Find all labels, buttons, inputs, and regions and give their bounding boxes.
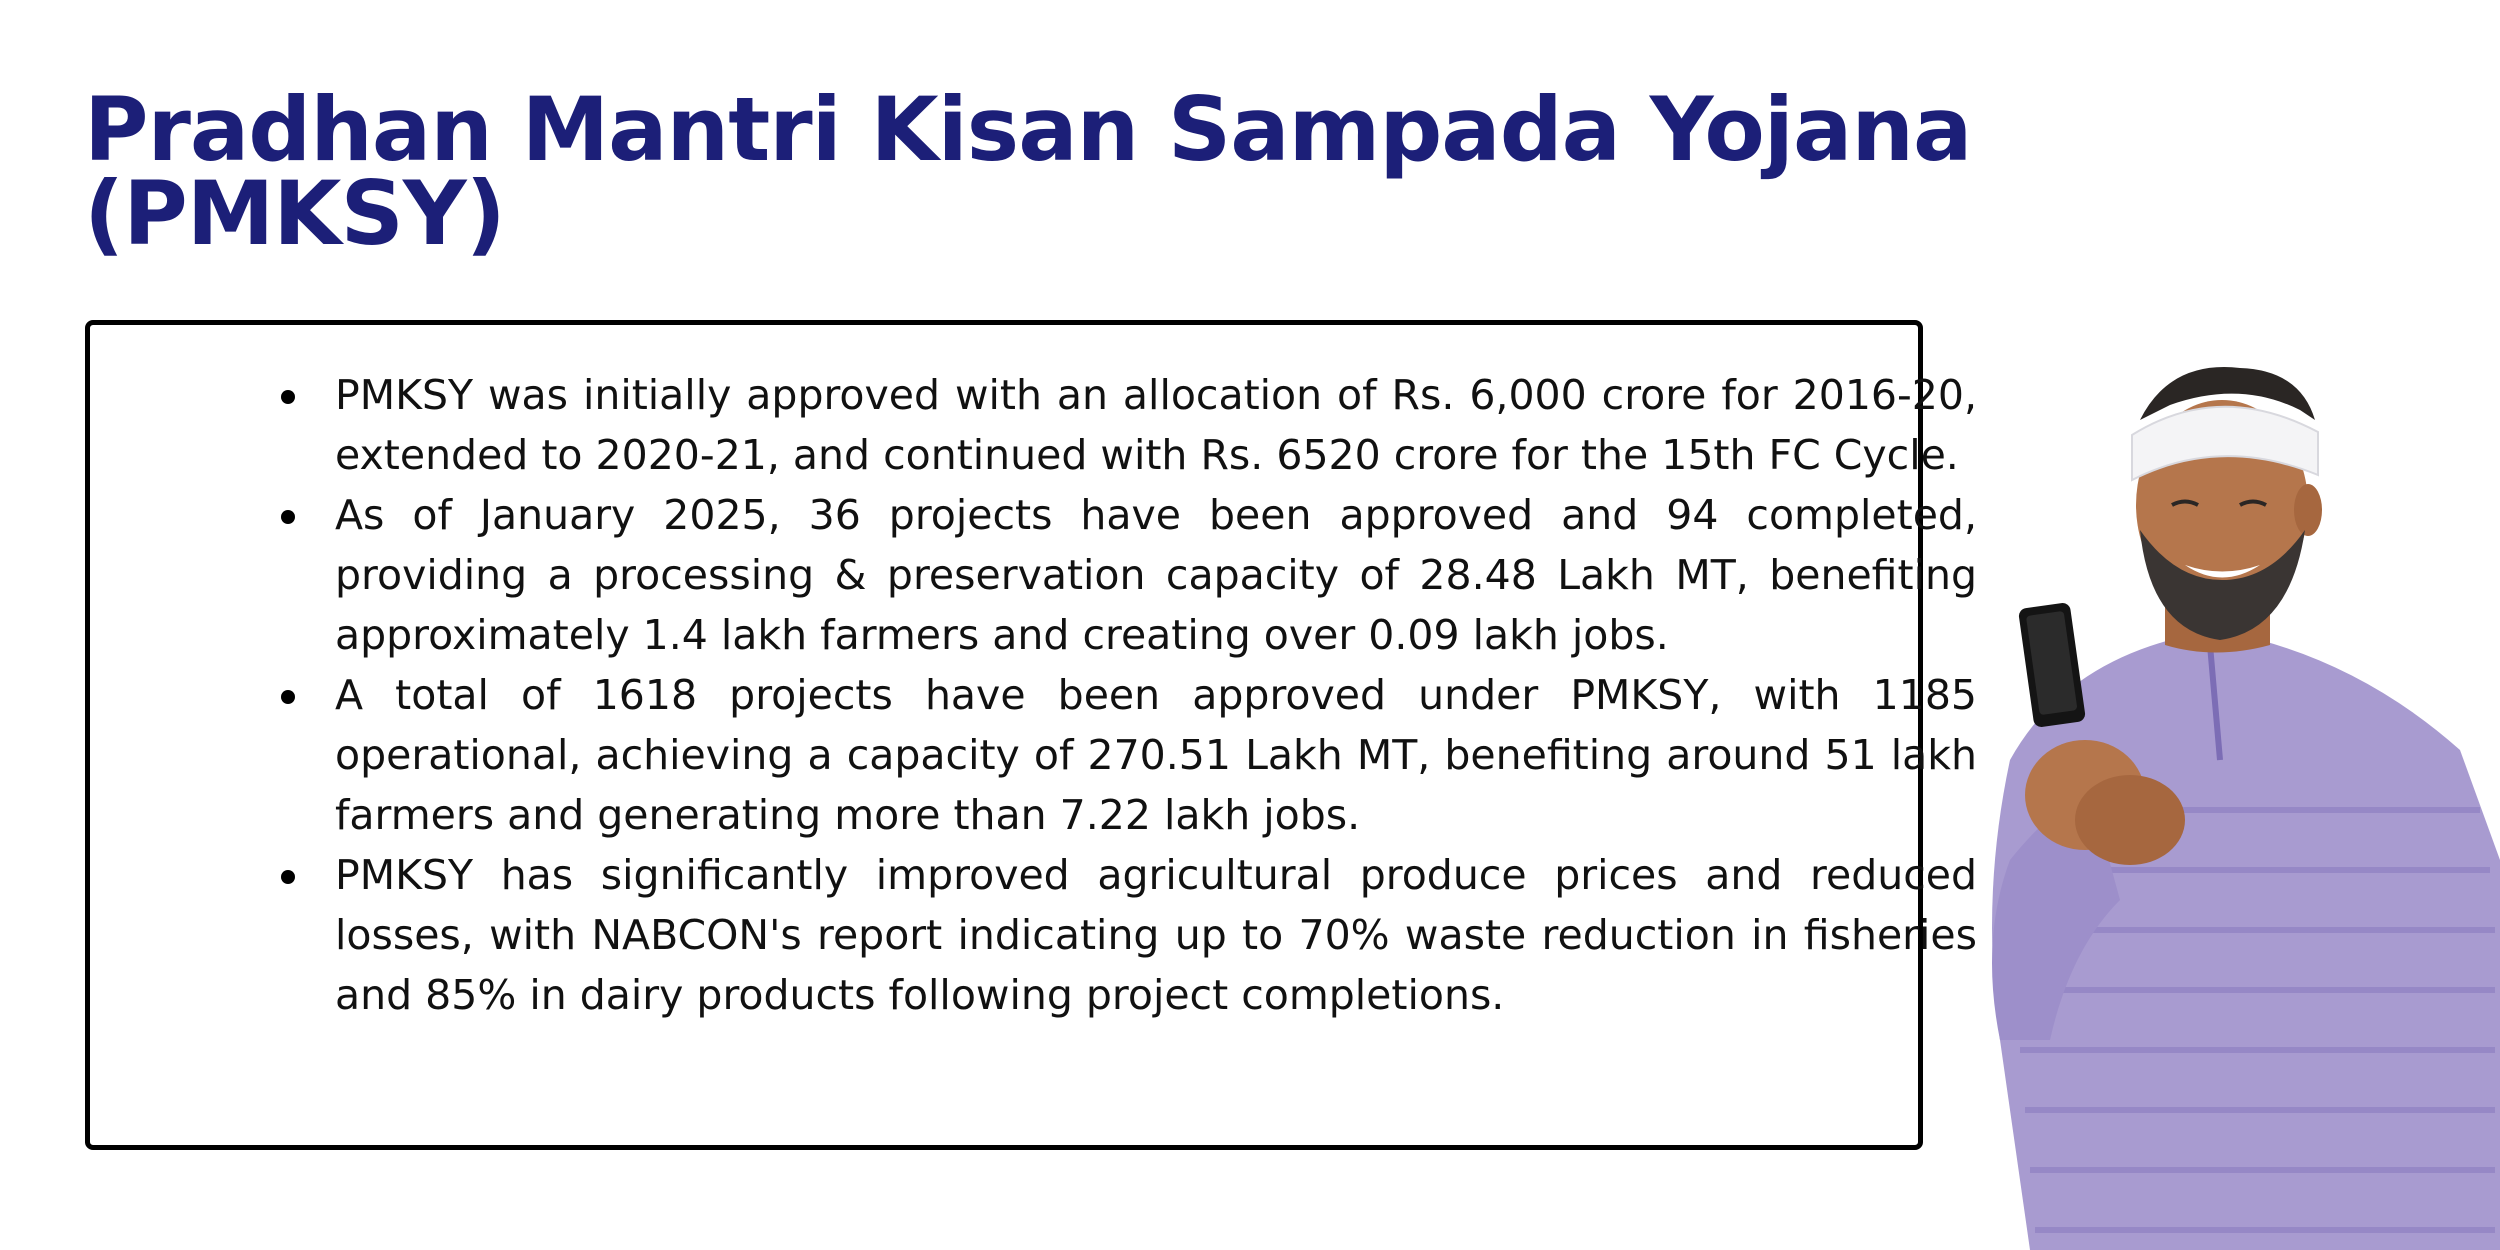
bullet-dot-icon [281, 690, 295, 704]
content-box [85, 320, 1977, 1150]
bullet-dot-icon [281, 870, 295, 884]
bullet-text: As of January 2025, 36 projects have been approved and 94 completed, providing a processing & preservation capacity of 28.48 Lakh MT, benefiting approximately 1.4 lakh farmers and creating over 0.09 lakh jobs. [335, 491, 1977, 659]
bullet-text: PMKSY was initially approved with an allocation of Rs. 6,000 crore for 2016-20, extended to 2020-21, and continued with Rs. 6520 crore for the 15th FC Cycle. [335, 371, 1977, 479]
bullet-text: PMKSY has significantly improved agricultural produce prices and reduced losses, with NABCON's report indicating up to 70% waste reduction in fisheries and 85% in dairy products following project completions. [335, 851, 1977, 1019]
bullet-dot-icon [281, 390, 295, 404]
bullet-list [255, 365, 1977, 1025]
farmer-with-phone-photo [1940, 340, 2500, 1250]
bullet-item [255, 365, 1977, 485]
bullet-text: A total of 1618 projects have been approved under PMKSY, with 1185 operational, achieving a capacity of 270.51 Lakh MT, benefiting around 51 lakh farmers and generating more than 7.22 lakh jobs. [335, 671, 1977, 839]
bullet-dot-icon [281, 510, 295, 524]
bullet-item [255, 485, 1977, 665]
page-title: Pradhan Mantri Kisan Sampada Yojana (PMKSY) [84, 78, 1972, 265]
bullet-item [255, 665, 1977, 845]
bullet-item [255, 845, 1977, 1025]
